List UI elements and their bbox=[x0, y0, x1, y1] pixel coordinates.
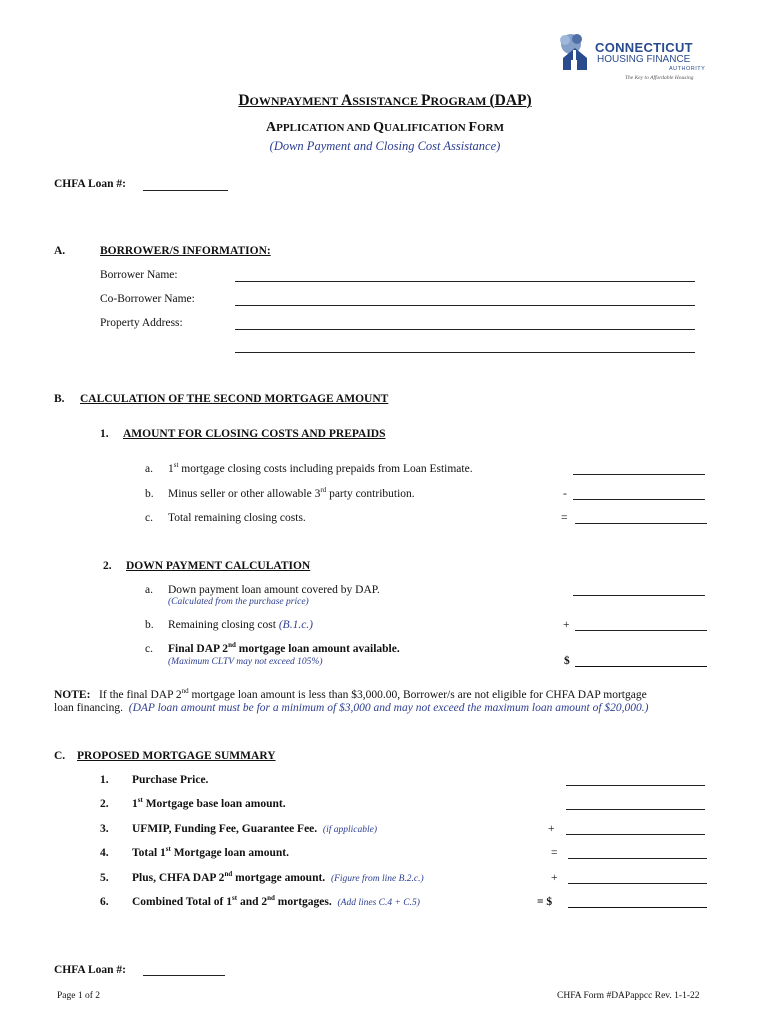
line-b2b-letter: b. bbox=[145, 619, 154, 631]
line-b2c-note: (Maximum CLTV may not exceed 105%) bbox=[168, 657, 323, 667]
line-b1a-field[interactable] bbox=[573, 474, 705, 475]
line-b2b-field[interactable] bbox=[575, 630, 707, 631]
c-item-field[interactable] bbox=[568, 883, 707, 884]
line-b1c-letter: c. bbox=[145, 512, 153, 524]
c-item-sign: + bbox=[551, 872, 558, 884]
logo-tagline: The Key to Affordable Housing bbox=[625, 75, 694, 81]
section-b2-number: 2. bbox=[103, 560, 112, 572]
line-b2a-text: Down payment loan amount covered by DAP. bbox=[168, 584, 380, 596]
line-b2c-field[interactable] bbox=[575, 666, 707, 667]
co-borrower-name-label: Co-Borrower Name: bbox=[100, 293, 195, 305]
chfa-logo bbox=[557, 30, 717, 84]
c-item-sign: + bbox=[548, 823, 555, 835]
c-item-text: 1st Mortgage base loan amount. bbox=[132, 796, 286, 810]
c-item-number: 2. bbox=[100, 798, 109, 810]
property-address-field-2[interactable] bbox=[235, 352, 695, 353]
line-b2a-letter: a. bbox=[145, 584, 153, 596]
c-item-field[interactable] bbox=[568, 907, 707, 908]
section-b-letter: B. bbox=[54, 393, 65, 405]
form-title: DOWNPAYMENT ASSISTANCE PROGRAM (DAP) bbox=[238, 92, 532, 109]
c-item-field[interactable] bbox=[566, 809, 705, 810]
c-item-field[interactable] bbox=[568, 858, 707, 859]
line-b1c-text: Total remaining closing costs. bbox=[168, 512, 306, 524]
line-b2a-field[interactable] bbox=[573, 595, 705, 596]
chfa-loan-label-top: CHFA Loan #: bbox=[54, 178, 126, 190]
property-address-label: Property Address: bbox=[100, 317, 183, 329]
property-address-field-1[interactable] bbox=[235, 329, 695, 330]
chfa-loan-label-bottom: CHFA Loan #: bbox=[54, 964, 126, 976]
c-item-text: Combined Total of 1st and 2nd mortgages. (Add lines C.4 + C.5) bbox=[132, 894, 420, 908]
logo-line-2: HOUSING FINANCE bbox=[597, 54, 691, 65]
line-b1b-field[interactable] bbox=[573, 499, 705, 500]
section-b1-number: 1. bbox=[100, 428, 109, 440]
c-item-text: UFMIP, Funding Fee, Guarantee Fee. (if applicable) bbox=[132, 823, 377, 835]
line-b1a-letter: a. bbox=[145, 463, 153, 475]
line-b1b-sign: - bbox=[563, 488, 567, 500]
section-b1-heading: AMOUNT FOR CLOSING COSTS AND PREPAIDS bbox=[123, 428, 386, 440]
c-item-sign: = $ bbox=[537, 896, 553, 908]
c-item-text: Purchase Price. bbox=[132, 774, 209, 786]
line-b1c-field[interactable] bbox=[575, 523, 707, 524]
section-c-letter: C. bbox=[54, 750, 66, 762]
line-b2c-sign: $ bbox=[564, 655, 570, 667]
line-b1a-text: 1st mortgage closing costs including prepaids from Loan Estimate. bbox=[168, 461, 473, 475]
section-b2-heading: DOWN PAYMENT CALCULATION bbox=[126, 560, 311, 572]
logo-line-1: CONNECTICUT bbox=[595, 40, 693, 55]
line-b1c-sign: = bbox=[561, 512, 568, 524]
borrower-name-label: Borrower Name: bbox=[100, 269, 178, 281]
c-item-text: Plus, CHFA DAP 2nd mortgage amount. (Figure from line B.2.c.) bbox=[132, 870, 424, 884]
chfa-loan-field-bottom[interactable] bbox=[143, 975, 225, 976]
section-a-heading: BORROWER/S INFORMATION: bbox=[100, 245, 271, 257]
c-item-number: 3. bbox=[100, 823, 109, 835]
section-a-letter: A. bbox=[54, 245, 66, 257]
c-item-number: 6. bbox=[100, 896, 109, 908]
line-b2c-letter: c. bbox=[145, 643, 153, 655]
c-item-number: 5. bbox=[100, 872, 109, 884]
logo-line-3: AUTHORITY bbox=[669, 66, 706, 72]
c-item-text: Total 1st Mortgage loan amount. bbox=[132, 845, 290, 859]
footer-page-number: Page 1 of 2 bbox=[57, 991, 101, 1001]
c-item-field[interactable] bbox=[566, 834, 705, 835]
line-b2a-note: (Calculated from the purchase price) bbox=[168, 597, 309, 607]
c-item-field[interactable] bbox=[566, 785, 705, 786]
note-line-1: NOTE: If the final DAP 2nd mortgage loan amount is less than $3,000.00, Borrower/s are not eligible for CHFA DAP mortgage bbox=[54, 687, 647, 701]
borrower-name-field[interactable] bbox=[235, 281, 695, 282]
line-b1b-letter: b. bbox=[145, 488, 154, 500]
c-item-sign: = bbox=[551, 847, 558, 859]
c-item-number: 1. bbox=[100, 774, 109, 786]
chfa-loan-field-top[interactable] bbox=[143, 190, 228, 191]
c-item-number: 4. bbox=[100, 847, 109, 859]
co-borrower-name-field[interactable] bbox=[235, 305, 695, 306]
form-subtitle: APPLICATION AND QUALIFICATION FORM bbox=[266, 120, 504, 135]
house-key-logo-icon bbox=[557, 32, 593, 72]
line-b2b-sign: + bbox=[563, 619, 570, 631]
line-b2c-text: Final DAP 2nd mortgage loan amount available. bbox=[168, 641, 400, 655]
section-b-heading: CALCULATION OF THE SECOND MORTGAGE AMOUNT bbox=[80, 393, 389, 405]
line-b1b-text: Minus seller or other allowable 3rd party contribution. bbox=[168, 486, 415, 500]
footer-form-number: CHFA Form #DAPappcc Rev. 1-1-22 bbox=[557, 991, 700, 1001]
line-b2b-text: Remaining closing cost (B.1.c.) bbox=[168, 619, 314, 631]
note-line-2: loan financing. (DAP loan amount must be for a minimum of $3,000 and may not exceed the maximum loan amount of $20,000.) bbox=[54, 702, 649, 714]
form-subtitle-note: (Down Payment and Closing Cost Assistance) bbox=[269, 139, 501, 153]
section-c-heading: PROPOSED MORTGAGE SUMMARY bbox=[77, 750, 276, 762]
